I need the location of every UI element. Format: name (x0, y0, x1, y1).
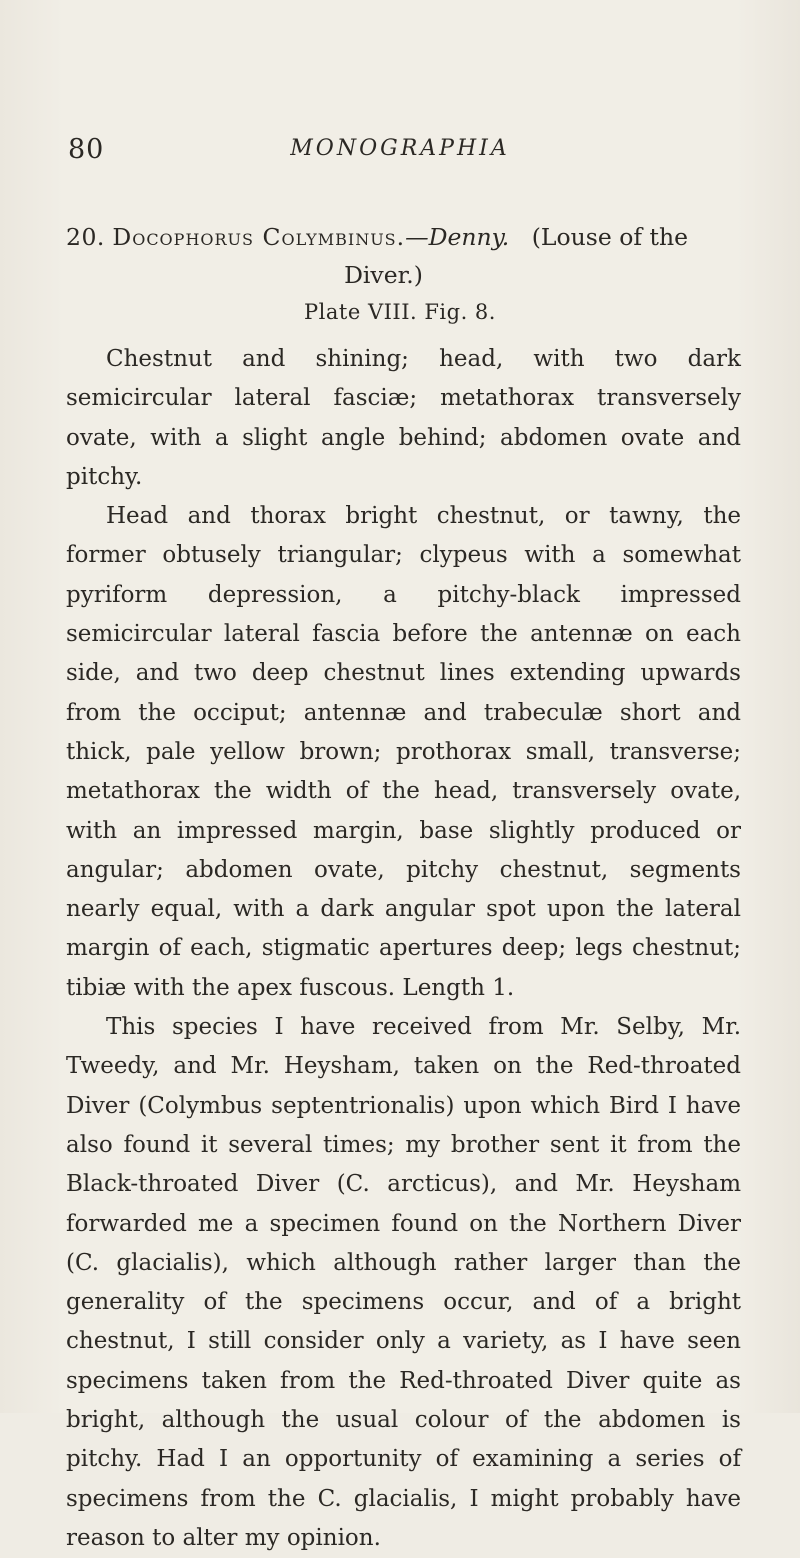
species-author: —Denny. (405, 223, 510, 251)
page-number: 80 (68, 134, 105, 165)
species-name: Docophorus Colymbinus. (112, 223, 406, 251)
entry-heading (66, 218, 741, 294)
detail-paragraph: Head and thorax bright chestnut, or tawny, the former obtusely triangular; clypeus with a somewhat pyriform depression, a pitchy-black impressed semicircular lateral fascia before the antennæ on each side, and two deep chestnut lines extending upwards from the occiput; antennæ and trabeculæ short and thick, pale yellow brown; prothorax small, transverse; metathorax the width of the head, transversely ovate, with an impressed margin, base slightly produced or angular; abdomen ovate, pitchy chestnut, segments nearly equal, with a dark angular spot upon the lateral margin of each, stigmatic apertures deep; legs chestnut; tibiæ with the apex fuscous. Length 1. (66, 503, 741, 1001)
plate-reference: Plate VIII. Fig. 8. (304, 300, 496, 324)
description-paragraph: Chestnut and shining; head, with two dark semicircular lateral fasciæ; metathorax transversely ovate, with a slight angle behind; abdomen ovate and pitchy. (66, 346, 741, 490)
running-head: MONOGRAPHIA (290, 136, 510, 161)
notes-paragraph: This species I have received from Mr. Selby, Mr. Tweedy, and Mr. Heysham, taken on the Red-throated Diver (Colymbus septentrionalis) upon which Bird I have also found it several times; my brother sent it from the Black-throated Diver (C. arcticus), and Mr. Heysham forwarded me a specimen found on the Northern Diver (C. glacialis), which although rather larger than the generality of the specimens occur, and of a bright chestnut, I still consider only a variety, as I have seen specimens taken from the Red-throated Diver quite as bright, although the usual colour of the abdomen is pitchy. Had I an opportunity of examining a series of specimens from the C. glacialis, I might probably have reason to alter my opinion. (66, 1014, 741, 1551)
entry-body (66, 340, 741, 1558)
page-header (60, 134, 740, 174)
common-name-continued: Diver.) (344, 261, 423, 289)
entry-number: 20. (66, 223, 105, 251)
common-name: (Louse of the (531, 223, 688, 251)
